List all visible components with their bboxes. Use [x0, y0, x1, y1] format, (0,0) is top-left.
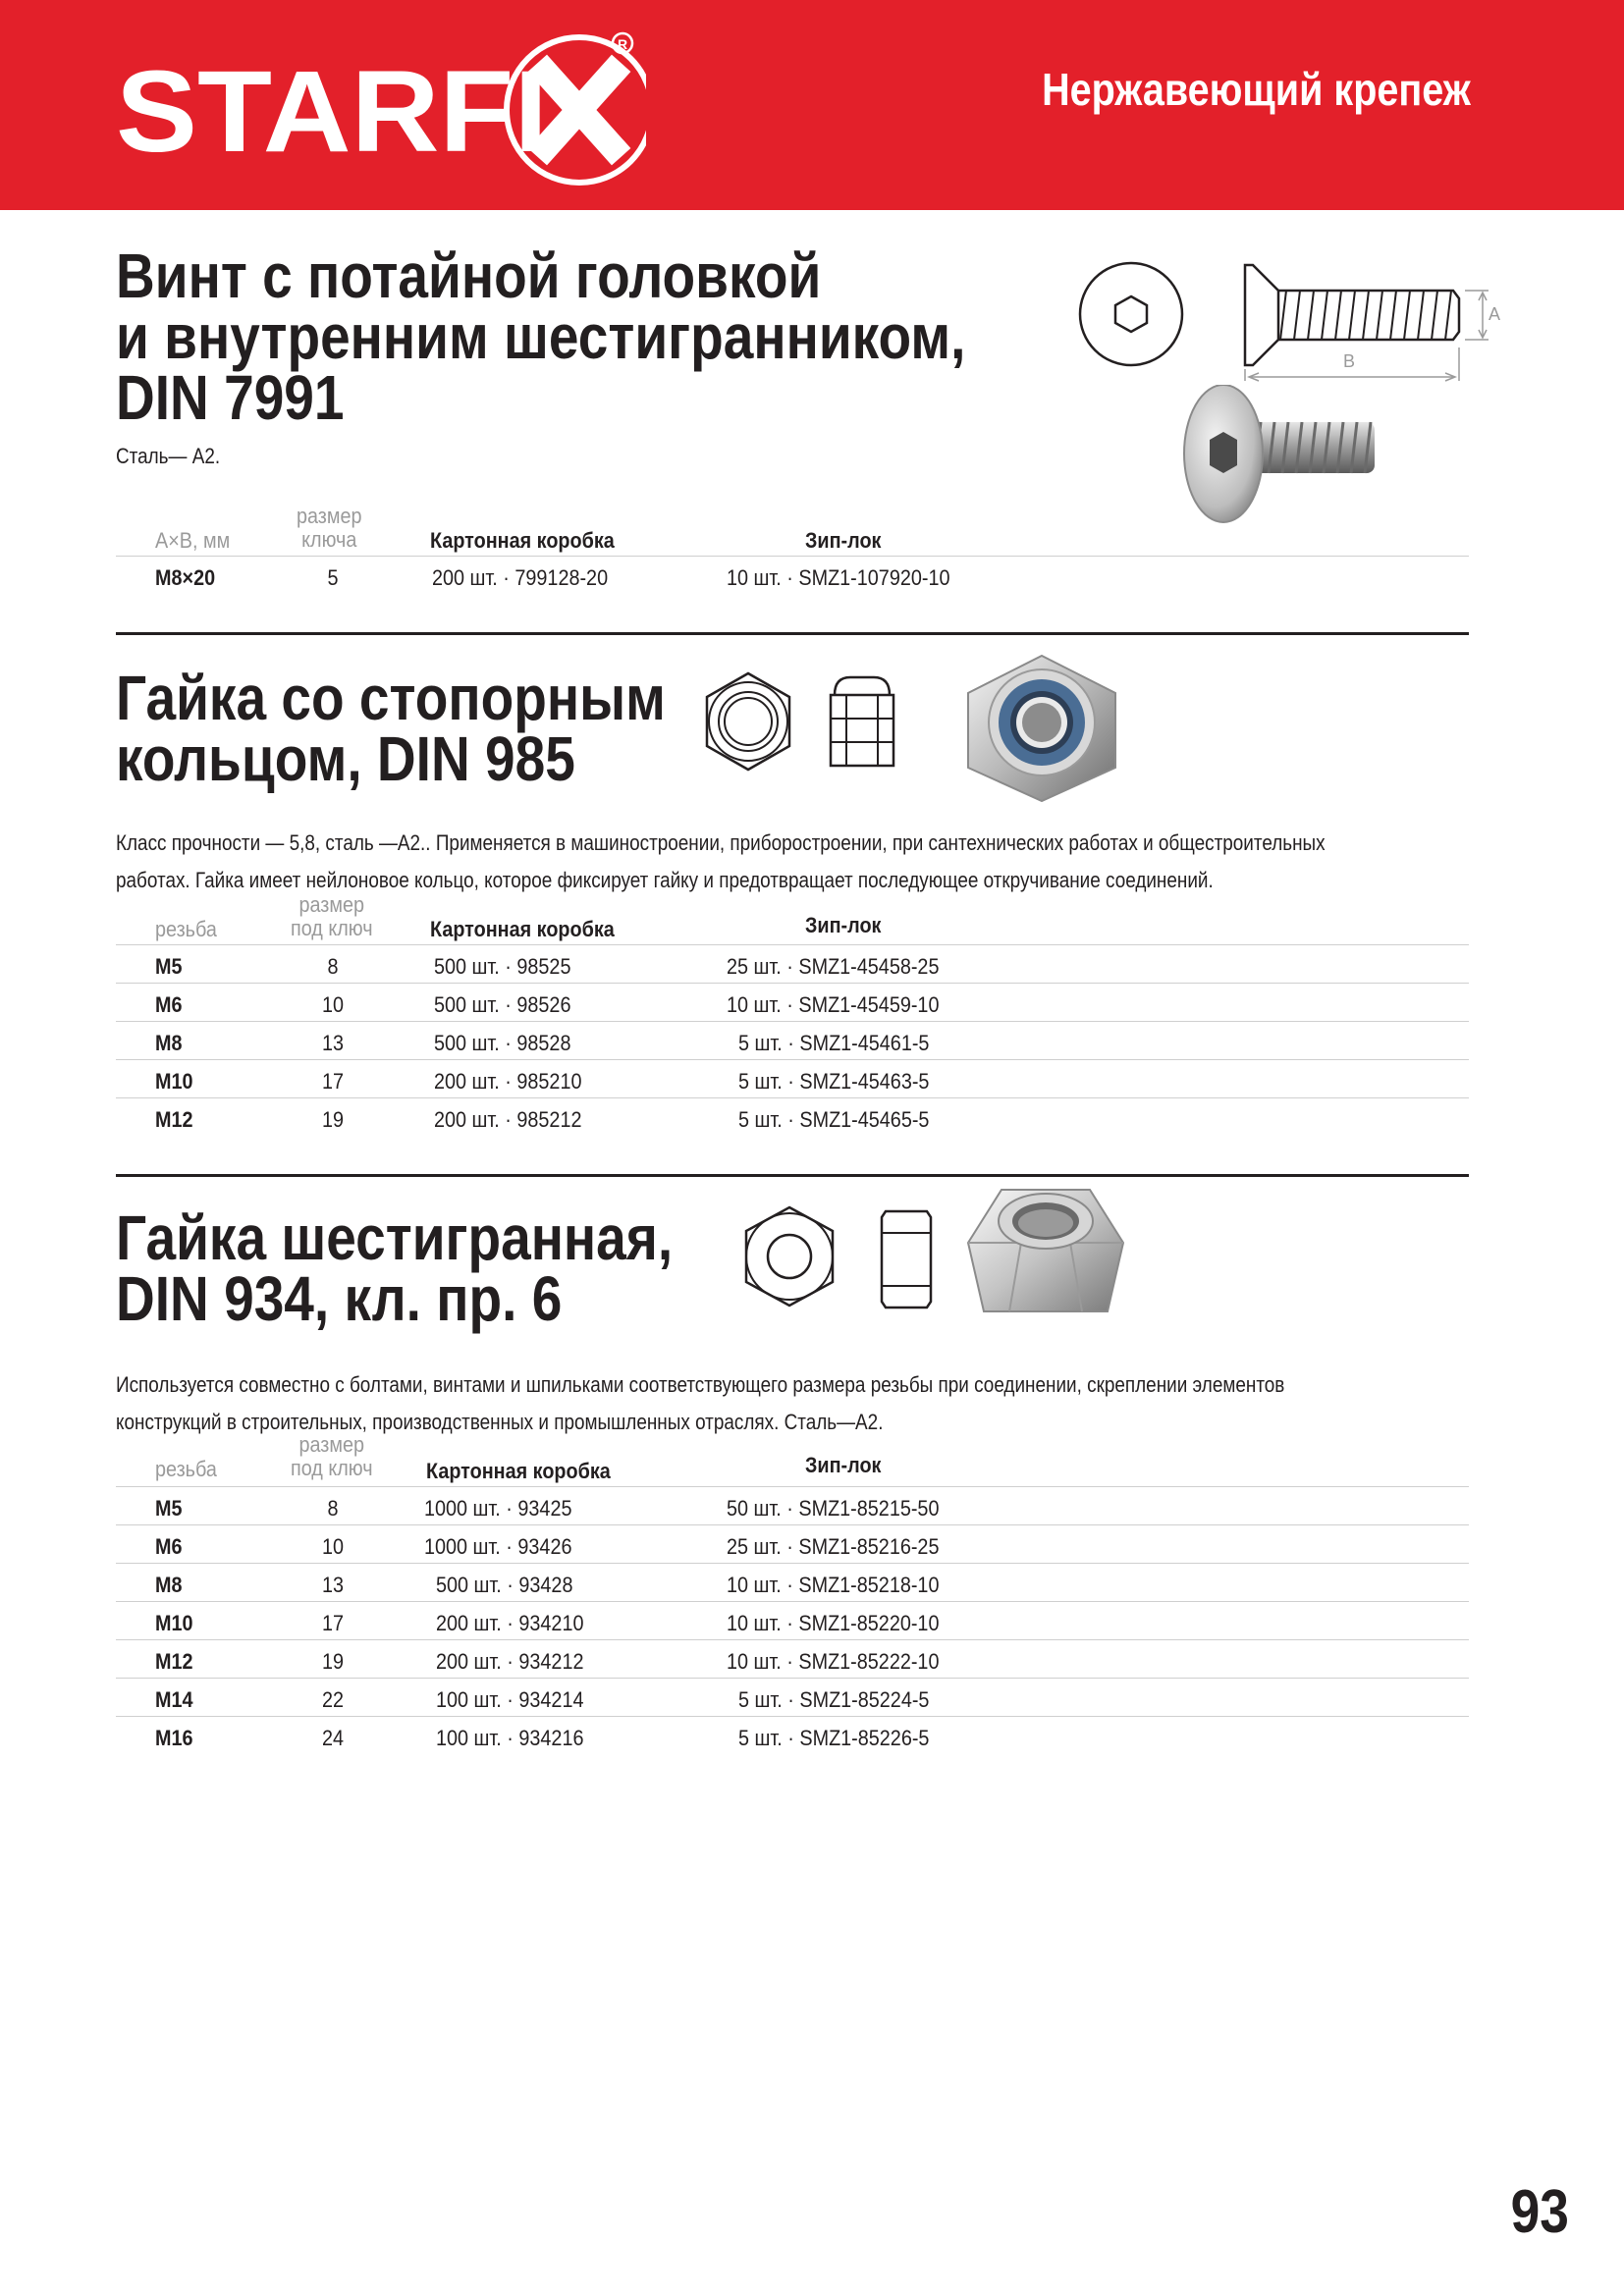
column-header-box: Картонная коробка: [430, 917, 615, 941]
page-header: [0, 0, 1624, 210]
section-description: Используется совместно с болтами, винтами и шпильками соответствующего размера резьбы при соединении, скреплении элементов конструкций в строительных, производственных и промышленных отраслях. Сталь—А2.: [116, 1372, 1285, 1434]
column-header-size: A×B, мм: [155, 528, 231, 553]
dimension-b-label: B: [1343, 351, 1356, 371]
table-row: M10 17 200 шт. · 985210 5 шт. · SMZ1-45463-5: [116, 1060, 1469, 1098]
table-row: M6 10 1000 шт. · 93426 25 шт. · SMZ1-85216-25: [116, 1525, 1469, 1564]
column-header-key: размер ключа: [297, 504, 362, 552]
section-description: Класс прочности — 5,8, сталь —А2.. Применяется в машиностроении, приборостроении, при сантехнических работах и общестроительных работах. Гайка имеет нейлоновое кольцо, которое фиксирует гайку и предотвращает последующее откручивание соединений.: [116, 830, 1326, 892]
product-table: [116, 499, 1469, 594]
section-description: Сталь— А2.: [116, 444, 221, 468]
section-title: Гайка со стопорным кольцом, DIN 985: [116, 663, 666, 794]
table-row: M8 13 500 шт. · 98528 5 шт. · SMZ1-45461-5: [116, 1022, 1469, 1060]
lock-nut-photo: [958, 652, 1125, 805]
column-header-zip: Зип-лок: [805, 528, 882, 553]
table-row: M10 17 200 шт. · 934210 10 шт. · SMZ1-85220-10: [116, 1602, 1469, 1640]
table-row: M5 8 1000 шт. · 93425 50 шт. · SMZ1-85215-50: [116, 1487, 1469, 1525]
column-header-size: резьба: [155, 917, 217, 941]
table-row: M12 19 200 шт. · 985212 5 шт. · SMZ1-45465-5: [155, 1107, 930, 1132]
dimension-a-label: A: [1489, 304, 1501, 324]
svg-text:STARFI: STARFI: [116, 47, 548, 177]
product-table: [116, 1429, 1469, 1754]
column-header-zip: Зип-лок: [805, 913, 882, 937]
table-row: M5 8 500 шт. · 98525 25 шт. · SMZ1-45458-25: [116, 945, 1469, 984]
header-title: Нержавеющий крепеж: [1042, 64, 1471, 115]
table-row: M16 24 100 шт. · 934216 5 шт. · SMZ1-85226-5: [155, 1726, 930, 1750]
table-header: [116, 1429, 1469, 1487]
screw-technical-drawing: [1076, 257, 1547, 395]
column-header-size: резьба: [155, 1457, 217, 1481]
lock-nut-technical-drawing: [701, 666, 907, 783]
table-row: M6 10 500 шт. · 98526 10 шт. · SMZ1-45459-10: [116, 984, 1469, 1022]
table-row: M12 19 200 шт. · 934212 10 шт. · SMZ1-85222-10: [116, 1640, 1469, 1679]
section-title: Винт с потайной головкой и внутренним шестигранником, DIN 7991: [116, 240, 966, 433]
svg-text:R: R: [618, 36, 628, 52]
section-title: Гайка шестигранная, DIN 934, кл. пр. 6: [116, 1202, 674, 1334]
starfix-logo: [116, 31, 646, 198]
hex-nut-photo: [962, 1182, 1129, 1335]
column-header-box: Картонная коробка: [430, 528, 615, 553]
column-header-box: Картонная коробка: [426, 1459, 611, 1483]
table-row: M8×20 5 200 шт. · 799128-20 10 шт. · SMZ1-107920-10: [155, 565, 950, 590]
table-header: [116, 499, 1469, 557]
section-divider: [116, 632, 1469, 635]
table-header: [116, 887, 1469, 945]
table-row: M8 13 500 шт. · 93428 10 шт. · SMZ1-85218-10: [116, 1564, 1469, 1602]
page-number: 93: [1510, 2178, 1569, 2246]
section-divider: [116, 1174, 1469, 1177]
column-header-zip: Зип-лок: [805, 1453, 882, 1477]
product-table: [116, 887, 1469, 1136]
column-header-key: размер под ключ: [291, 1432, 373, 1480]
column-header-key: размер под ключ: [291, 892, 373, 940]
hex-nut-technical-drawing: [740, 1201, 947, 1319]
table-row: M14 22 100 шт. · 934214 5 шт. · SMZ1-85224-5: [116, 1679, 1469, 1717]
